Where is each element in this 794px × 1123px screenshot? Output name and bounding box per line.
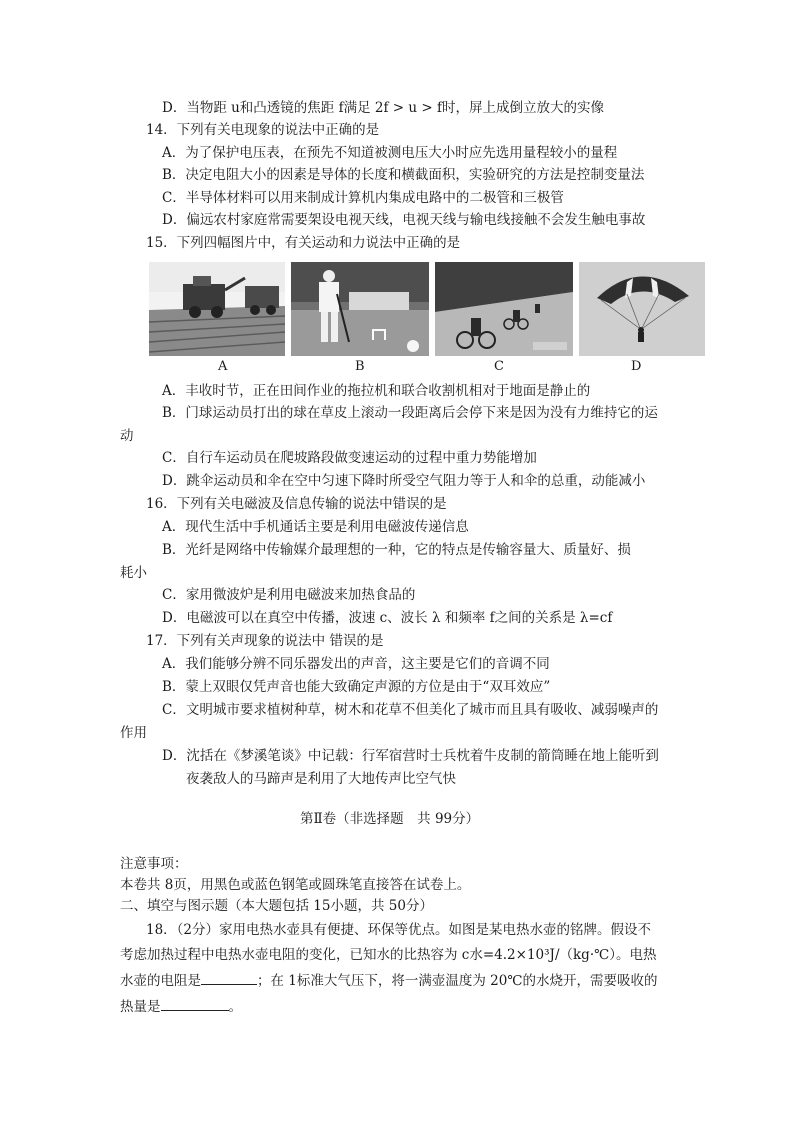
photo-c-cyclists (435, 262, 573, 356)
q15-option-a: A．丰收时节，正在田间作业的拖拉机和联合收割机相对于地面是静止的 (162, 383, 591, 399)
q15-option-b-cont: 动 (120, 428, 134, 444)
q16-option-a: A．现代生活中手机通话主要是利用电磁波传递信息 (162, 519, 469, 535)
photo-b-croquet (291, 262, 429, 356)
q14-option-d: D．偏远农村家庭常需要架设电视天线，电视天线与输电线接触不会发生触电事故 (162, 212, 646, 228)
photo-caption-b: B (355, 359, 365, 374)
q18-line-4-text-b: 。 (228, 999, 242, 1015)
q18-resistance-blank[interactable] (201, 972, 257, 985)
section-heading: 二、填空与图示题（本大题包括 15小题，共 50分） (120, 898, 433, 914)
q14-stem: 14．下列有关电现象的说法中正确的是 (146, 122, 380, 138)
q18-line-3-text-a: 水壶的电阻是 (120, 973, 201, 989)
q14-option-c: C．半导体材料可以用来制成计算机内集成电路中的二极管和三极管 (162, 190, 564, 206)
notice-text: 本卷共 8页，用黑色或蓝色钢笔或圆珠笔直接答在试卷上。 (120, 877, 471, 893)
photo-caption-c: C (494, 359, 504, 374)
q18-heat-blank[interactable] (161, 998, 229, 1011)
q16-option-d: D．电磁波可以在真空中传播，波速 c、波长 λ 和频率 f之间的关系是 λ=cf (162, 610, 613, 626)
q18-line-3-text-b: ；在 1标准大气压下，将一满壶温度为 20℃的水烧开，需要吸收的 (257, 973, 658, 989)
q18-line-2: 考虑加热过程中电热水壶电阻的变化，已知水的比热容为 c水=4.2×10³J/（kg·℃）。电热 (120, 947, 657, 963)
q14-option-a: A．为了保护电压表，在预先不知道被测电压大小时应先选用量程较小的量程 (162, 145, 618, 161)
notice-title: 注意事项： (120, 856, 188, 872)
q17-option-b: B．蒙上双眼仅凭声音也能大致确定声源的方位是由于“双耳效应” (162, 679, 551, 695)
q18-line-3 (120, 972, 657, 990)
q16-stem: 16．下列有关电磁波及信息传输的说法中错误的是 (146, 496, 447, 512)
q17-option-a: A．我们能够分辨不同乐器发出的声音，这主要是它们的音调不同 (162, 656, 550, 672)
q15-option-b: B．门球运动员打出的球在草皮上滚动一段距离后会停下来是因为没有力维持它的运 (162, 405, 658, 421)
q14-option-b: B．决定电阻大小的因素是导体的长度和横截面积，实验研究的方法是控制变量法 (162, 167, 645, 183)
photo-caption-a: A (218, 359, 228, 374)
q17-option-c: C．文明城市要求植树种草，树木和花草不但美化了城市而且具有吸收、减弱噪声的 (162, 702, 659, 718)
q15-photo-strip (149, 262, 705, 358)
q17-option-c-cont: 作用 (120, 725, 147, 741)
q17-stem: 17．下列有关声现象的说法中 错误的是 (146, 633, 384, 649)
part2-title: 第Ⅱ卷（非选择题 共 99分） (300, 811, 480, 827)
photo-a-harvester (149, 262, 285, 356)
q18-line-4 (120, 998, 242, 1016)
q13-option-d: D．当物距 u和凸透镜的焦距 f满足 2f > u > f时，屏上成倒立放大的实像 (162, 100, 604, 116)
q18-line-1: 18．（2分）家用电热水壶具有便捷、环保等优点。如图是某电热水壶的铭牌。假设不 (146, 922, 652, 938)
q16-option-b: B．光纤是网络中传输媒介最理想的一种，它的特点是传输容量大、质量好、损 (162, 542, 631, 558)
q15-option-c: C．自行车运动员在爬坡路段做变速运动的过程中重力势能增加 (162, 450, 537, 466)
q17-option-d-cont: 夜袭敌人的马蹄声是利用了大地传声比空气快 (186, 771, 456, 787)
q16-option-c: C．家用微波炉是利用电磁波来加热食品的 (162, 587, 416, 603)
q15-option-d: D．跳伞运动员和伞在空中匀速下降时所受空气阻力等于人和伞的总重，动能减小 (162, 473, 646, 489)
q18-line-4-text-a: 热量是 (120, 999, 161, 1015)
q15-stem: 15．下列四幅图片中，有关运动和力说法中正确的是 (146, 235, 461, 251)
photo-d-parachute (579, 262, 705, 356)
q17-option-d: D．沈括在《梦溪笔谈》中记载：行军宿营时士兵枕着牛皮制的箭筒睡在地上能听到 (162, 748, 659, 764)
q16-option-b-cont: 耗小 (120, 565, 147, 581)
photo-caption-d: D (631, 359, 642, 374)
